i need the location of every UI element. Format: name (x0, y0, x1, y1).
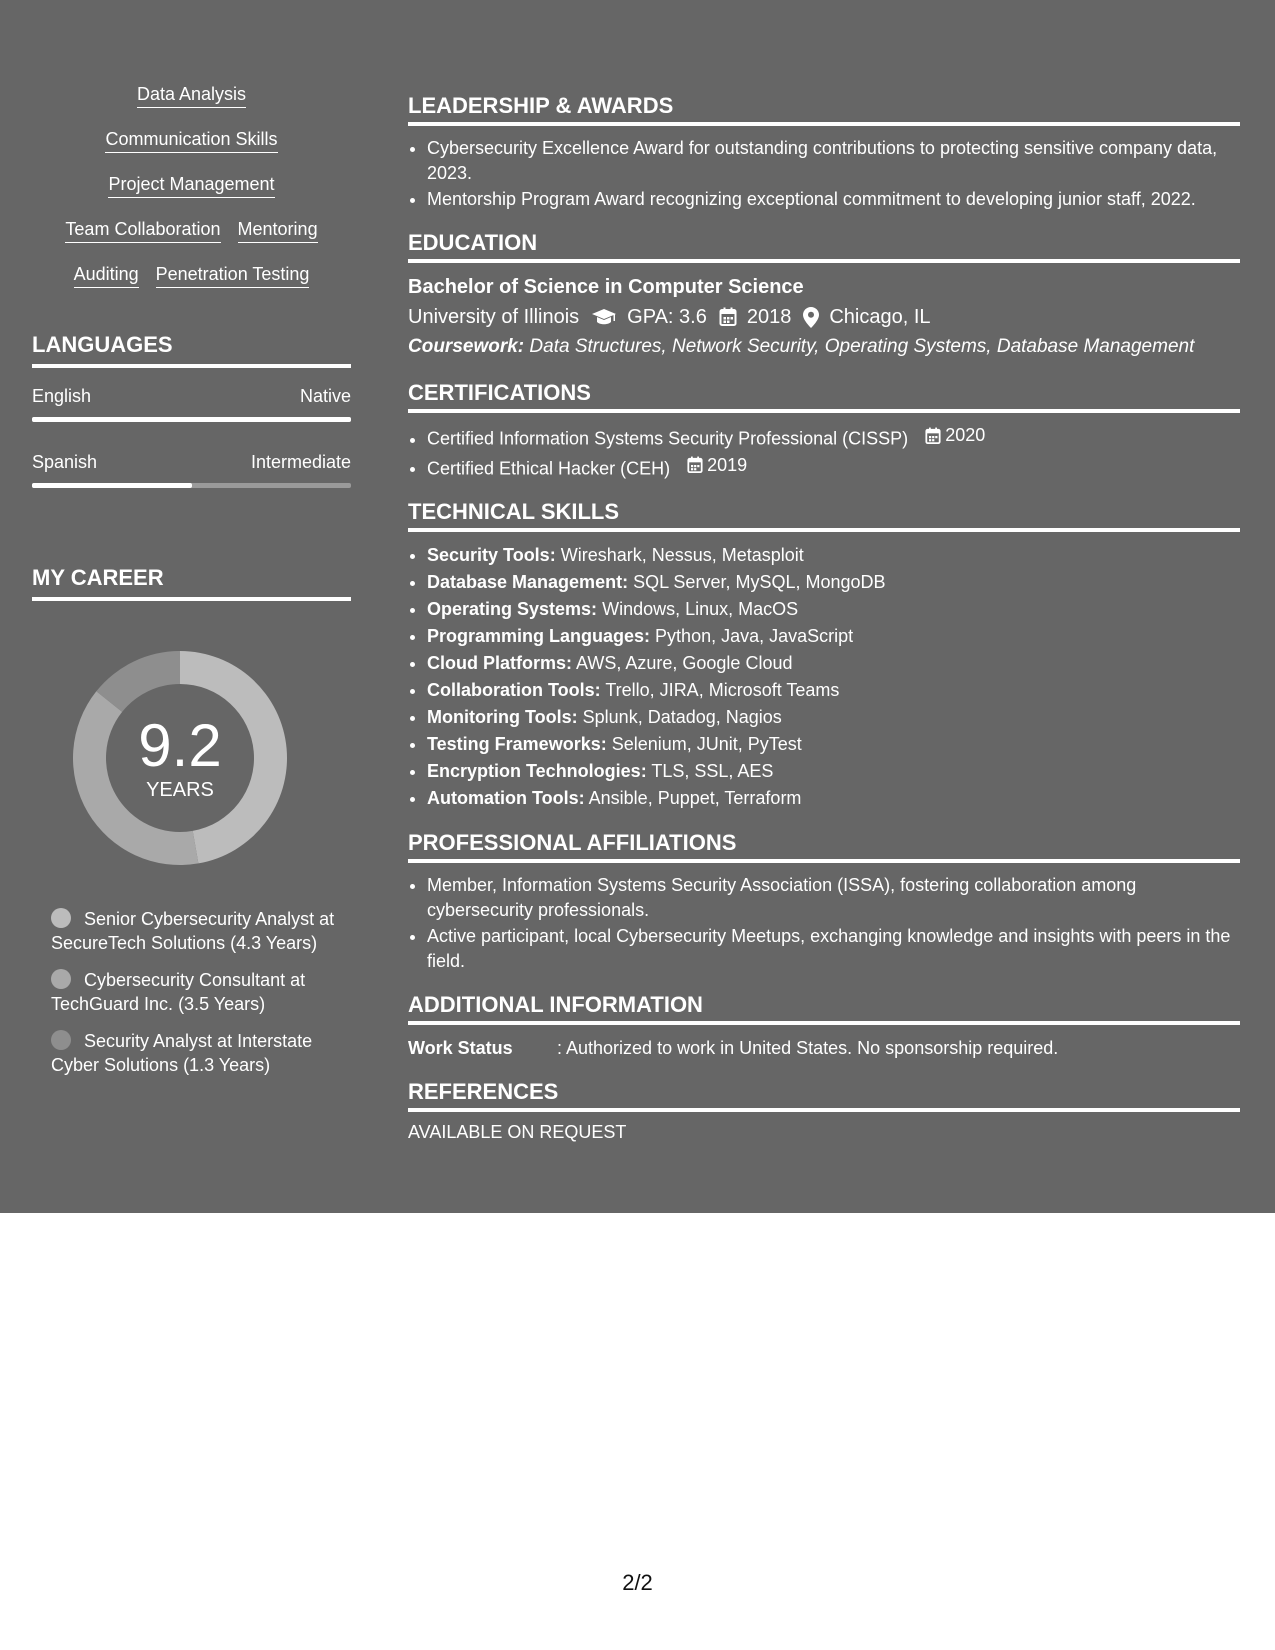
career-dot-icon (51, 969, 71, 989)
list-item (427, 596, 1240, 623)
language-level: Intermediate (250, 452, 351, 472)
career-item (51, 968, 351, 1016)
skill-category: Database Management: (427, 572, 629, 592)
language-row (32, 386, 351, 407)
skill-tag: Mentoring (238, 217, 318, 243)
skill-category: Collaboration Tools: (427, 680, 601, 700)
skill-category: Encryption Technologies: (427, 761, 647, 781)
page-number: 2/2 (622, 1570, 653, 1595)
technical-skills-heading: TECHNICAL SKILLS (408, 499, 1240, 532)
work-status-row (408, 1035, 1240, 1061)
language-bar (32, 483, 351, 488)
skill-category: Security Tools: (427, 545, 556, 565)
education-coursework (408, 332, 1240, 362)
list-item (427, 704, 1240, 731)
references-heading: REFERENCES (408, 1079, 1240, 1112)
work-status-label: Work Status (408, 1038, 513, 1058)
career-total-unit: YEARS (146, 778, 214, 801)
skill-values: SQL Server, MySQL, MongoDB (633, 572, 886, 592)
right-column (408, 93, 1240, 1161)
languages-heading: LANGUAGES (32, 332, 351, 368)
donut-center (67, 645, 293, 871)
certifications-heading: CERTIFICATIONS (408, 380, 1240, 413)
education-section (408, 230, 1240, 362)
skill-row (32, 172, 351, 198)
list-item (427, 569, 1240, 596)
career-item (51, 1029, 351, 1077)
skill-values: Wireshark, Nessus, Metasploit (560, 545, 804, 565)
list-item (427, 423, 1240, 452)
skill-tag: Team Collaboration (65, 217, 220, 243)
skill-values: Selenium, JUnit, PyTest (611, 734, 802, 754)
location-pin-icon (803, 307, 819, 328)
language-level: Native (299, 386, 351, 406)
coursework-value: Data Structures, Network Security, Operating Systems, Database Management (529, 336, 1195, 357)
list-item (427, 677, 1240, 704)
skill-values: TLS, SSL, AES (651, 761, 774, 781)
skill-tag: Project Management (108, 172, 274, 198)
skill-row (32, 217, 351, 243)
list-item: • Active participant, local Cybersecurity Meetups, exchanging knowledge and insights with peers in the field. (427, 924, 1240, 974)
skill-tag: Penetration Testing (156, 262, 310, 288)
additional-info-heading: ADDITIONAL INFORMATION (408, 992, 1240, 1025)
career-section (32, 565, 351, 1077)
skill-values: Splunk, Datadog, Nagios (582, 707, 782, 727)
language-item (32, 386, 351, 422)
skill-category: Operating Systems: (427, 599, 598, 619)
skills-list (32, 82, 351, 288)
additional-info-section (408, 992, 1240, 1061)
certification-year: 2019 (707, 454, 748, 475)
list-item (427, 650, 1240, 677)
skill-row (32, 127, 351, 153)
work-status-value: : Authorized to work in United States. No sponsorship required. (557, 1038, 1059, 1058)
career-item-text: Cybersecurity Consultant at TechGuard Inc. (3.5 Years) (51, 970, 306, 1014)
calendar-icon (719, 307, 737, 327)
affiliations-section (408, 830, 1240, 974)
career-heading: MY CAREER (32, 565, 351, 601)
skill-values: Windows, Linux, MacOS (602, 599, 799, 619)
skill-category: Testing Frameworks: (427, 734, 607, 754)
career-dot-icon (51, 1030, 71, 1050)
education-degree: Bachelor of Science in Computer Science (408, 276, 804, 298)
languages-section (32, 332, 351, 488)
leadership-section (408, 93, 1240, 212)
skill-category: Programming Languages: (427, 626, 651, 646)
education-year: 2018 (746, 306, 792, 328)
language-bar (32, 417, 351, 422)
calendar-icon (687, 456, 703, 474)
skill-tag: Auditing (74, 262, 139, 288)
language-row (32, 452, 351, 473)
language-list (32, 386, 351, 488)
list-item (427, 731, 1240, 758)
list-item: • Member, Information Systems Security Association (ISSA), fostering collaboration among cybersecurity professionals. (427, 873, 1240, 923)
list-item (427, 785, 1240, 812)
affiliations-heading: PROFESSIONAL AFFILIATIONS (408, 830, 1240, 863)
career-list (32, 907, 351, 1077)
skill-values: Trello, JIRA, Microsoft Teams (605, 680, 840, 700)
education-gpa: GPA: 3.6 (627, 306, 707, 328)
career-dot-icon (51, 908, 71, 928)
education-heading: EDUCATION (408, 230, 1240, 263)
skill-category: Monitoring Tools: (427, 707, 578, 727)
left-column (32, 82, 351, 1090)
education-location: Chicago, IL (829, 306, 931, 328)
affiliations-list (408, 873, 1240, 974)
education-details (408, 302, 1240, 332)
language-bar-fill (32, 417, 351, 422)
list-item: • Cybersecurity Excellence Award for outstanding contributions to protecting sensitive company data, 2023. (427, 136, 1240, 186)
language-bar-fill (32, 483, 192, 488)
graduation-cap-icon (591, 308, 617, 326)
certification-name: Certified Information Systems Security Professional (CISSP) (427, 428, 909, 449)
skill-row (32, 82, 351, 108)
career-item (51, 907, 351, 955)
skill-category: Cloud Platforms: (427, 653, 573, 673)
list-item: • Mentorship Program Award recognizing exceptional commitment to developing junior staff, 2022. (427, 187, 1240, 212)
skill-values: AWS, Azure, Google Cloud (576, 653, 793, 673)
calendar-icon (925, 427, 941, 445)
technical-skills-section (408, 499, 1240, 812)
career-item-text: Senior Cybersecurity Analyst at SecureTech Solutions (4.3 Years) (51, 909, 335, 953)
skill-category: Automation Tools: (427, 788, 585, 808)
language-name: Spanish (32, 452, 98, 472)
career-item-text: Security Analyst at Interstate Cyber Solutions (1.3 Years) (51, 1031, 313, 1075)
leadership-heading: LEADERSHIP & AWARDS (408, 93, 1240, 126)
list-item (427, 758, 1240, 785)
skill-values: Ansible, Puppet, Terraform (588, 788, 802, 808)
skill-tag: Data Analysis (137, 82, 246, 108)
career-total-years: 9.2 (138, 711, 222, 779)
certification-year: 2020 (945, 425, 986, 445)
leadership-list (408, 136, 1240, 212)
list-item (427, 623, 1240, 650)
references-text: AVAILABLE ON REQUEST (408, 1122, 627, 1142)
certification-date (925, 423, 985, 448)
language-name: English (32, 386, 92, 406)
skill-row (32, 262, 351, 288)
list-item (427, 542, 1240, 569)
certifications-section (408, 380, 1240, 481)
career-donut-chart (67, 645, 293, 871)
education-school: University of Illinois (408, 306, 580, 328)
certification-date (687, 453, 747, 478)
skill-tag: Communication Skills (105, 127, 277, 153)
technical-skills-list (408, 542, 1240, 812)
certifications-list (408, 423, 1240, 481)
list-item (427, 453, 1240, 482)
language-item (32, 452, 351, 488)
certification-name: Certified Ethical Hacker (CEH) (427, 458, 671, 478)
skill-values: Python, Java, JavaScript (655, 626, 854, 646)
references-section (408, 1079, 1240, 1143)
coursework-label: Coursework: (408, 336, 525, 357)
